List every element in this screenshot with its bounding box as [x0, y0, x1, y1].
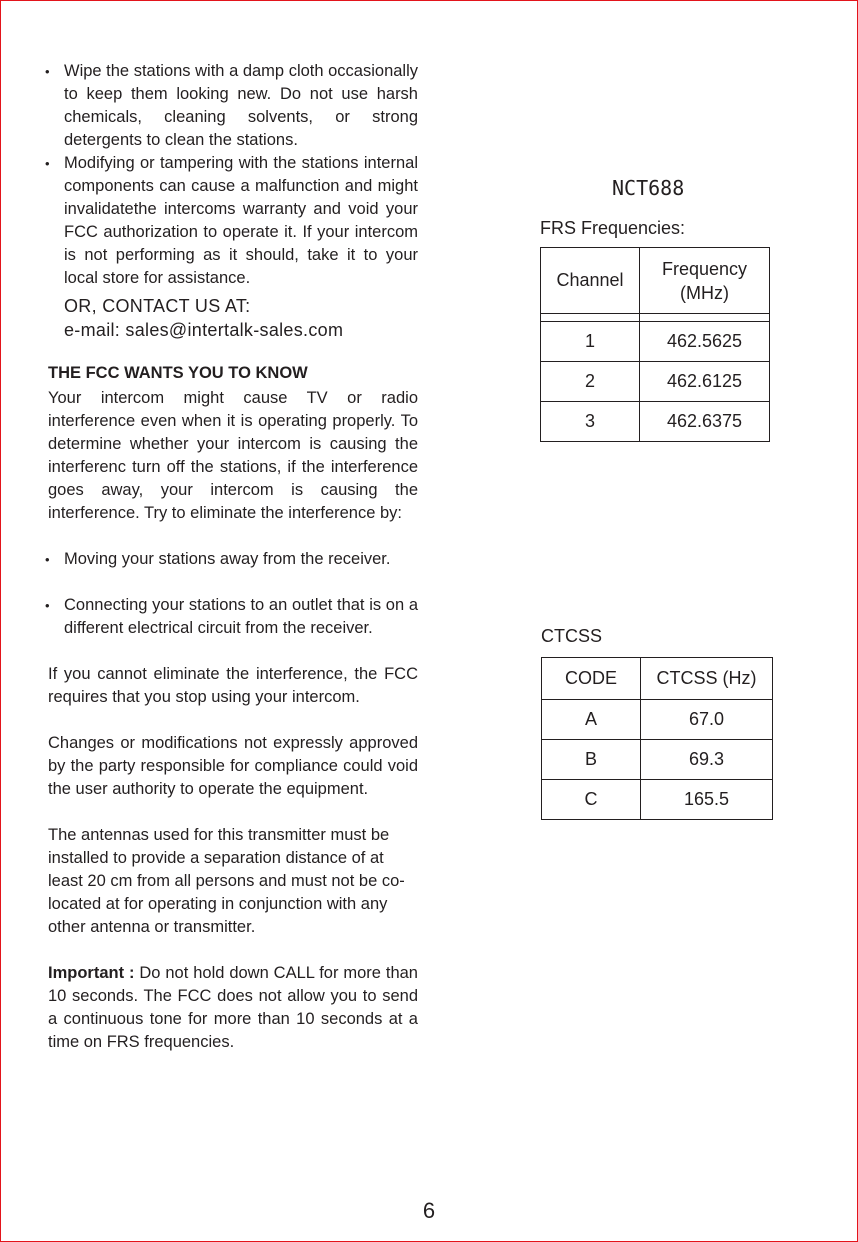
bullet-modifying: • Modifying or tampering with the stations internal components can cause a malfunction and might invalidatethe intercoms warranty and void your FCC authorization to operate it. If your intercom is not performing as it should, take it to your local store for assistance. [48, 152, 418, 290]
fcc-heading: THE FCC WANTS YOU TO KNOW [48, 364, 308, 382]
frs-frequency-cell: 462.6375 [640, 402, 770, 442]
contact-email[interactable]: e-mail: sales@intertalk-sales.com [64, 320, 344, 340]
left-column [48, 60, 418, 1054]
ctcss-code-cell: C [542, 780, 641, 820]
ctcss-hz-cell: 165.5 [641, 780, 773, 820]
fcc-intro: Your intercom might cause TV or radio interference even when it is operating properly. To determine whether your intercom is causing the interferenc turn off the stations, if the interference goes away, your intercom is causing the interference. Try to eliminate the interference by: [48, 389, 418, 522]
care-bullets [48, 60, 418, 290]
ctcss-hz-cell: 67.0 [641, 700, 773, 740]
frs-header-channel: Channel [541, 248, 640, 314]
frs-section [540, 218, 770, 442]
frs-frequency-cell: 462.5625 [640, 322, 770, 362]
frs-channel-cell: 2 [541, 362, 640, 402]
frs-title: FRS Frequencies: [540, 218, 686, 238]
fcc-bullet-outlet: • Connecting your stations to an outlet that is on a different electrical circuit from the receiver. [48, 594, 418, 640]
page-number: 6 [422, 1198, 436, 1223]
frs-spacer-cell [541, 314, 640, 322]
frs-header-frequency-unit: (MHz) [680, 282, 729, 303]
fcc-important [48, 962, 418, 1054]
frs-table [540, 247, 770, 442]
ctcss-hz-cell: 69.3 [641, 740, 773, 780]
frs-channel-cell: 3 [541, 402, 640, 442]
ctcss-header-hz: CTCSS (Hz) [641, 658, 773, 700]
fcc-para-changes: Changes or modifications not expressly approved by the party responsible for compliance could void the user authority to operate the equipment. [48, 734, 418, 798]
fcc-bullets-2 [48, 594, 418, 640]
ctcss-header-code: CODE [542, 658, 641, 700]
model-number: NCT688 [612, 176, 685, 200]
contact-heading: OR, CONTACT US AT: [64, 296, 251, 316]
fcc-bullets [48, 548, 418, 571]
frs-frequency-cell: 462.6125 [640, 362, 770, 402]
contact-block [64, 294, 418, 342]
bullet-cleaning: • Wipe the stations with a damp cloth occasionally to keep them looking new. Do not use harsh chemicals, cleaning solvents, or strong detergents to clean the stations. [48, 60, 418, 152]
fcc-bullet-moving: • Moving your stations away from the receiver. [48, 548, 418, 571]
table-row [541, 322, 770, 362]
frs-header-frequency [640, 248, 770, 314]
ctcss-code-cell: A [542, 700, 641, 740]
important-text: Do not hold down CALL for more than 10 seconds. The FCC does not allow you to send a continuous tone for more than 10 seconds at a time on FRS frequencies. [48, 964, 418, 1051]
frs-channel-cell: 1 [541, 322, 640, 362]
table-row [542, 780, 773, 820]
ctcss-title: CTCSS [541, 626, 603, 646]
ctcss-code-cell: B [542, 740, 641, 780]
fcc-para-antenna: The antennas used for this transmitter must be installed to provide a separation distance of at least 20 cm from all persons and must not be co-located at for operating in conjunction with any other antenna or transmitter. [48, 826, 405, 936]
important-label: Important : [48, 964, 135, 982]
table-row [542, 740, 773, 780]
frs-spacer-cell [640, 314, 770, 322]
table-row [542, 700, 773, 740]
table-row [541, 402, 770, 442]
ctcss-table [541, 657, 773, 820]
ctcss-section [541, 626, 773, 820]
table-row [541, 362, 770, 402]
frs-header-frequency-label: Frequency [661, 258, 748, 279]
fcc-para-stop: If you cannot eliminate the interference, the FCC requires that you stop using your intercom. [48, 665, 418, 706]
